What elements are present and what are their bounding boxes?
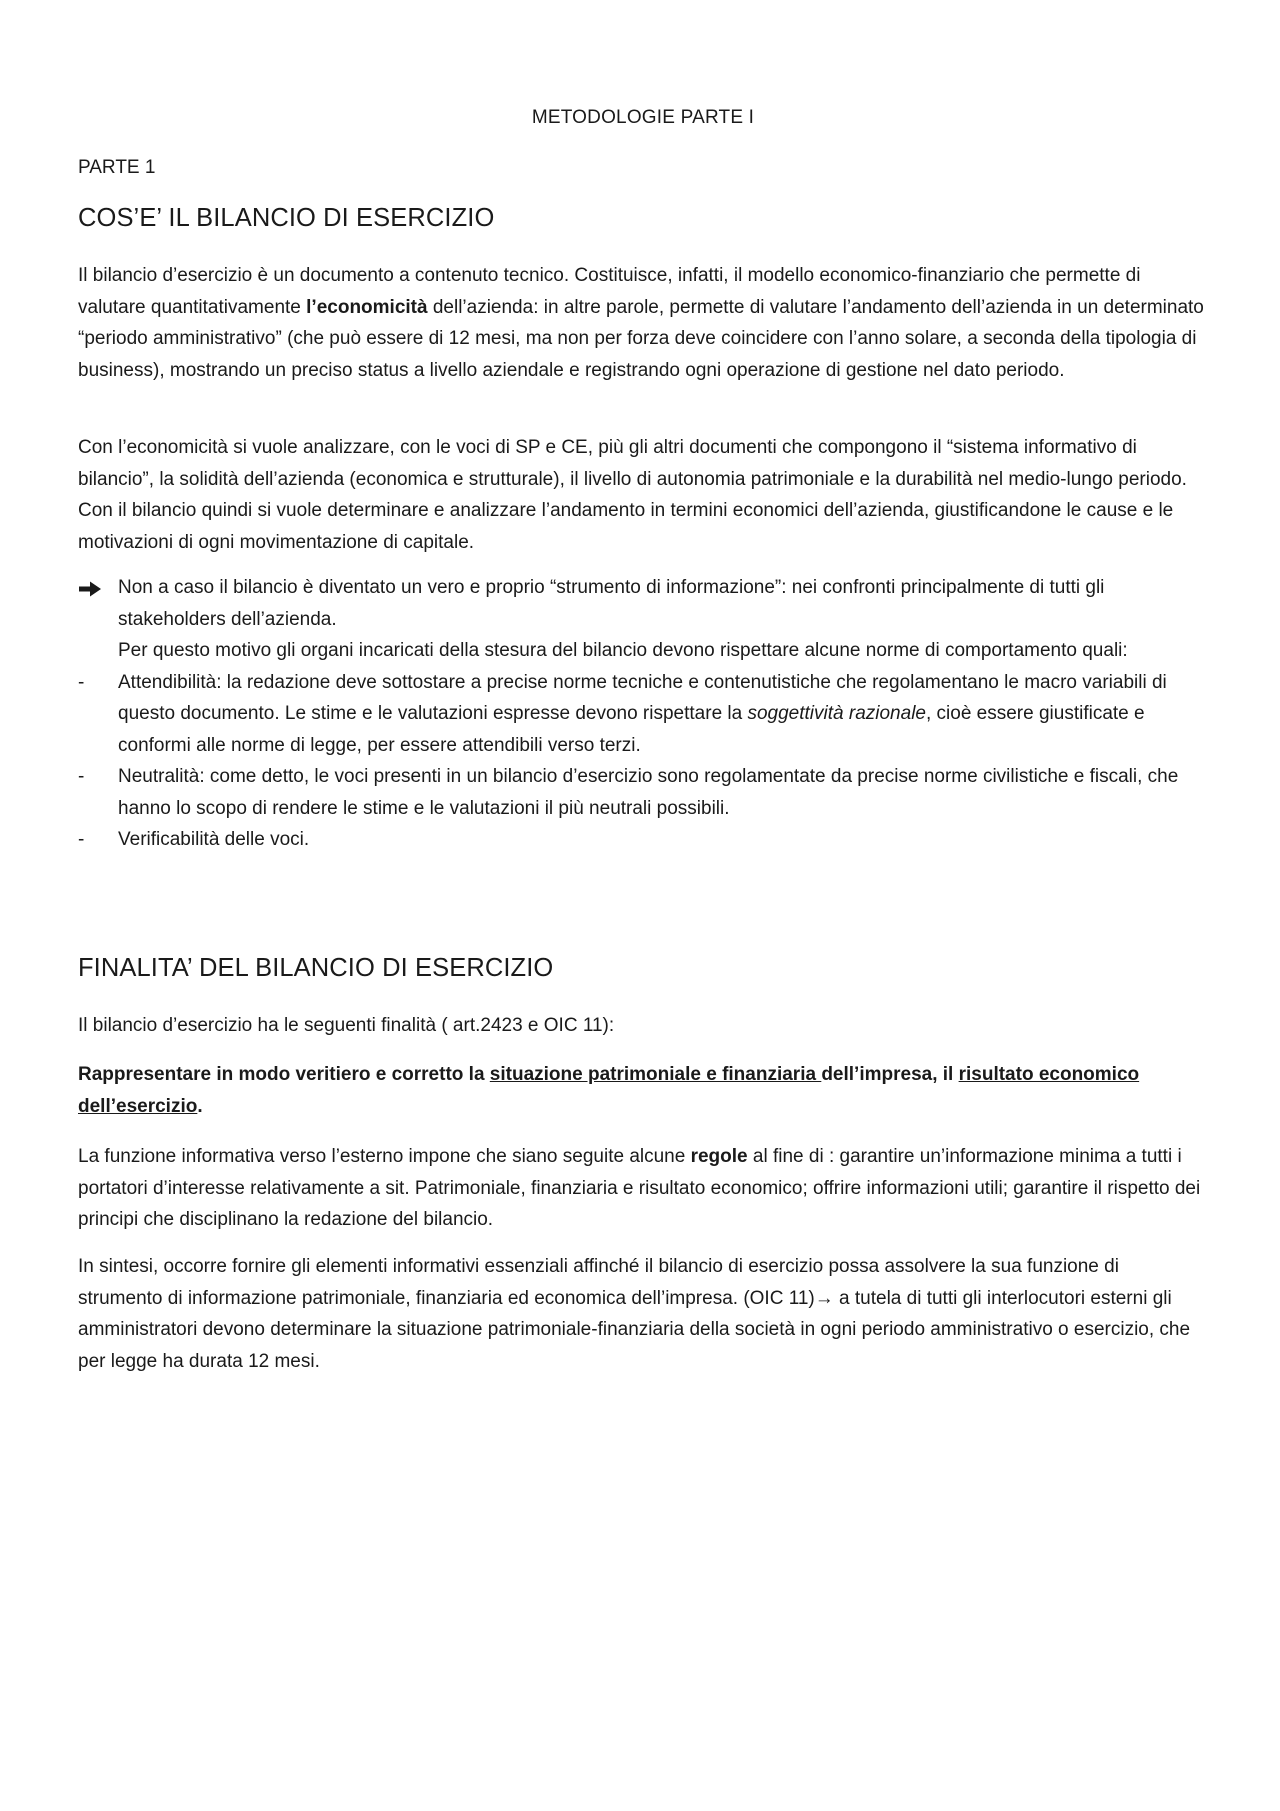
paragraph-economicita: Con l’economicità si vuole analizzare, con le voci di SP e CE, più gli altri documenti che compongono il “sistema informativo di bilancio”, la solidità dell’azienda (economica e strutturale), il livello di autonomia patrimoniale e la durabilità nel medio-lungo periodo. Con il bilancio quindi si vuole determinare e analizzare l’andamento in termini economici dell’azienda, giustificandone le cause e le motivazioni di ogni movimentazione di capitale. (78, 437, 1187, 553)
paragraph-definition: Il bilancio d’esercizio è un documento a contenuto tecnico. Costituisce, infatti, il modello economico-finanziario che permette di valutare quantitativamente l’economicità dell’azienda: in altre parole, permette di valutare l’andamento dell’azienda in un determinato “periodo amministrativo” (che può essere di 12 mesi, ma non per forza deve coincidere con l’anno solare, a seconda della tipologia di business), mostrando un preciso status a livello aziendale e registrando ogni operazione di gestione nel dato periodo. (78, 265, 1204, 381)
paragraph-funzione-informativa: La funzione informativa verso l’esterno impone che siano seguite alcune regole al fine di : garantire un’informazione minima a tutti i portatori d’interesse relativamente a sit. Patrimoniale, finanziaria e risultato economico; offrire informazioni utili; garantire il rispetto dei principi che disciplinano la redazione del bilancio. (78, 1146, 1201, 1230)
section-heading-bilancio: COS’E’ IL BILANCIO DI ESERCIZIO (78, 204, 495, 232)
paragraph-finalita-bold: Rappresentare in modo veritiero e corretto la situazione patrimoniale e finanziaria dell’impresa, il risultato economico dell’esercizio. (78, 1064, 1140, 1117)
dash-marker: - (78, 766, 85, 787)
bold-regole: regole (690, 1146, 748, 1167)
paragraph-finalita-intro: Il bilancio d’esercizio ha le seguenti finalità ( art.2423 e OIC 11): (78, 1015, 615, 1036)
dash-marker: - (78, 829, 85, 850)
paragraph-sintesi: In sintesi, occorre fornire gli elementi informativi essenziali affinché il bilancio di esercizio possa assolvere la sua funzione di strumento di informazione patrimoniale, finanziaria ed economica dell’impresa. (OIC 11)→ a tutela di tutti gli interlocutori esterni gli amministratori devono determinare la situazione patrimoniale-finanziaria della società in ogni periodo amministrativo o esercizio, che per legge ha durata 12 mesi. (78, 1256, 1191, 1372)
part-label: PARTE 1 (78, 157, 156, 178)
document-title: METODOLOGIE PARTE I (531, 107, 755, 128)
section-heading-finalita: FINALITA’ DEL BILANCIO DI ESERCIZIO (78, 954, 554, 982)
arrow-list-item: Non a caso il bilancio è diventato un vero e proprio “strumento di informazione”: nei confronti principalmente di tutti gli stakeholders dell’azienda. Per questo motivo gli organi incaricati della stesura del bilancio devono rispettare alcune norme di comportamento quali: (78, 572, 1208, 667)
italic-soggettivita: soggettività razionale (747, 703, 926, 724)
bullet-list (78, 572, 1208, 856)
dash-marker: - (78, 671, 85, 693)
dash-list-item: - Neutralità: come detto, le voci presenti in un bilancio d’esercizio sono regolamentate da precise norme civilistiche e fiscali, che hanno lo scopo di rendere le stime e le valutazioni il più neutrali possibili. (78, 761, 1208, 824)
dash-list-item: - Attendibilità: la redazione deve sottostare a precise norme tecniche e contenutistiche che regolamentano le macro variabili di questo documento. Le stime e le valutazioni espresse devono rispettare la soggettività razionale, cioè essere giustificate e conformi alle norme di legge, per essere attendibili verso terzi. (78, 667, 1208, 762)
bold-economicita: l’economicità (306, 296, 428, 318)
underline-situazione: situazione patrimoniale e finanziaria (489, 1064, 822, 1085)
dash-list-item: - Verificabilità delle voci. (78, 824, 1208, 856)
underline-risultato: risultato economico dell’esercizio (78, 1064, 1140, 1117)
